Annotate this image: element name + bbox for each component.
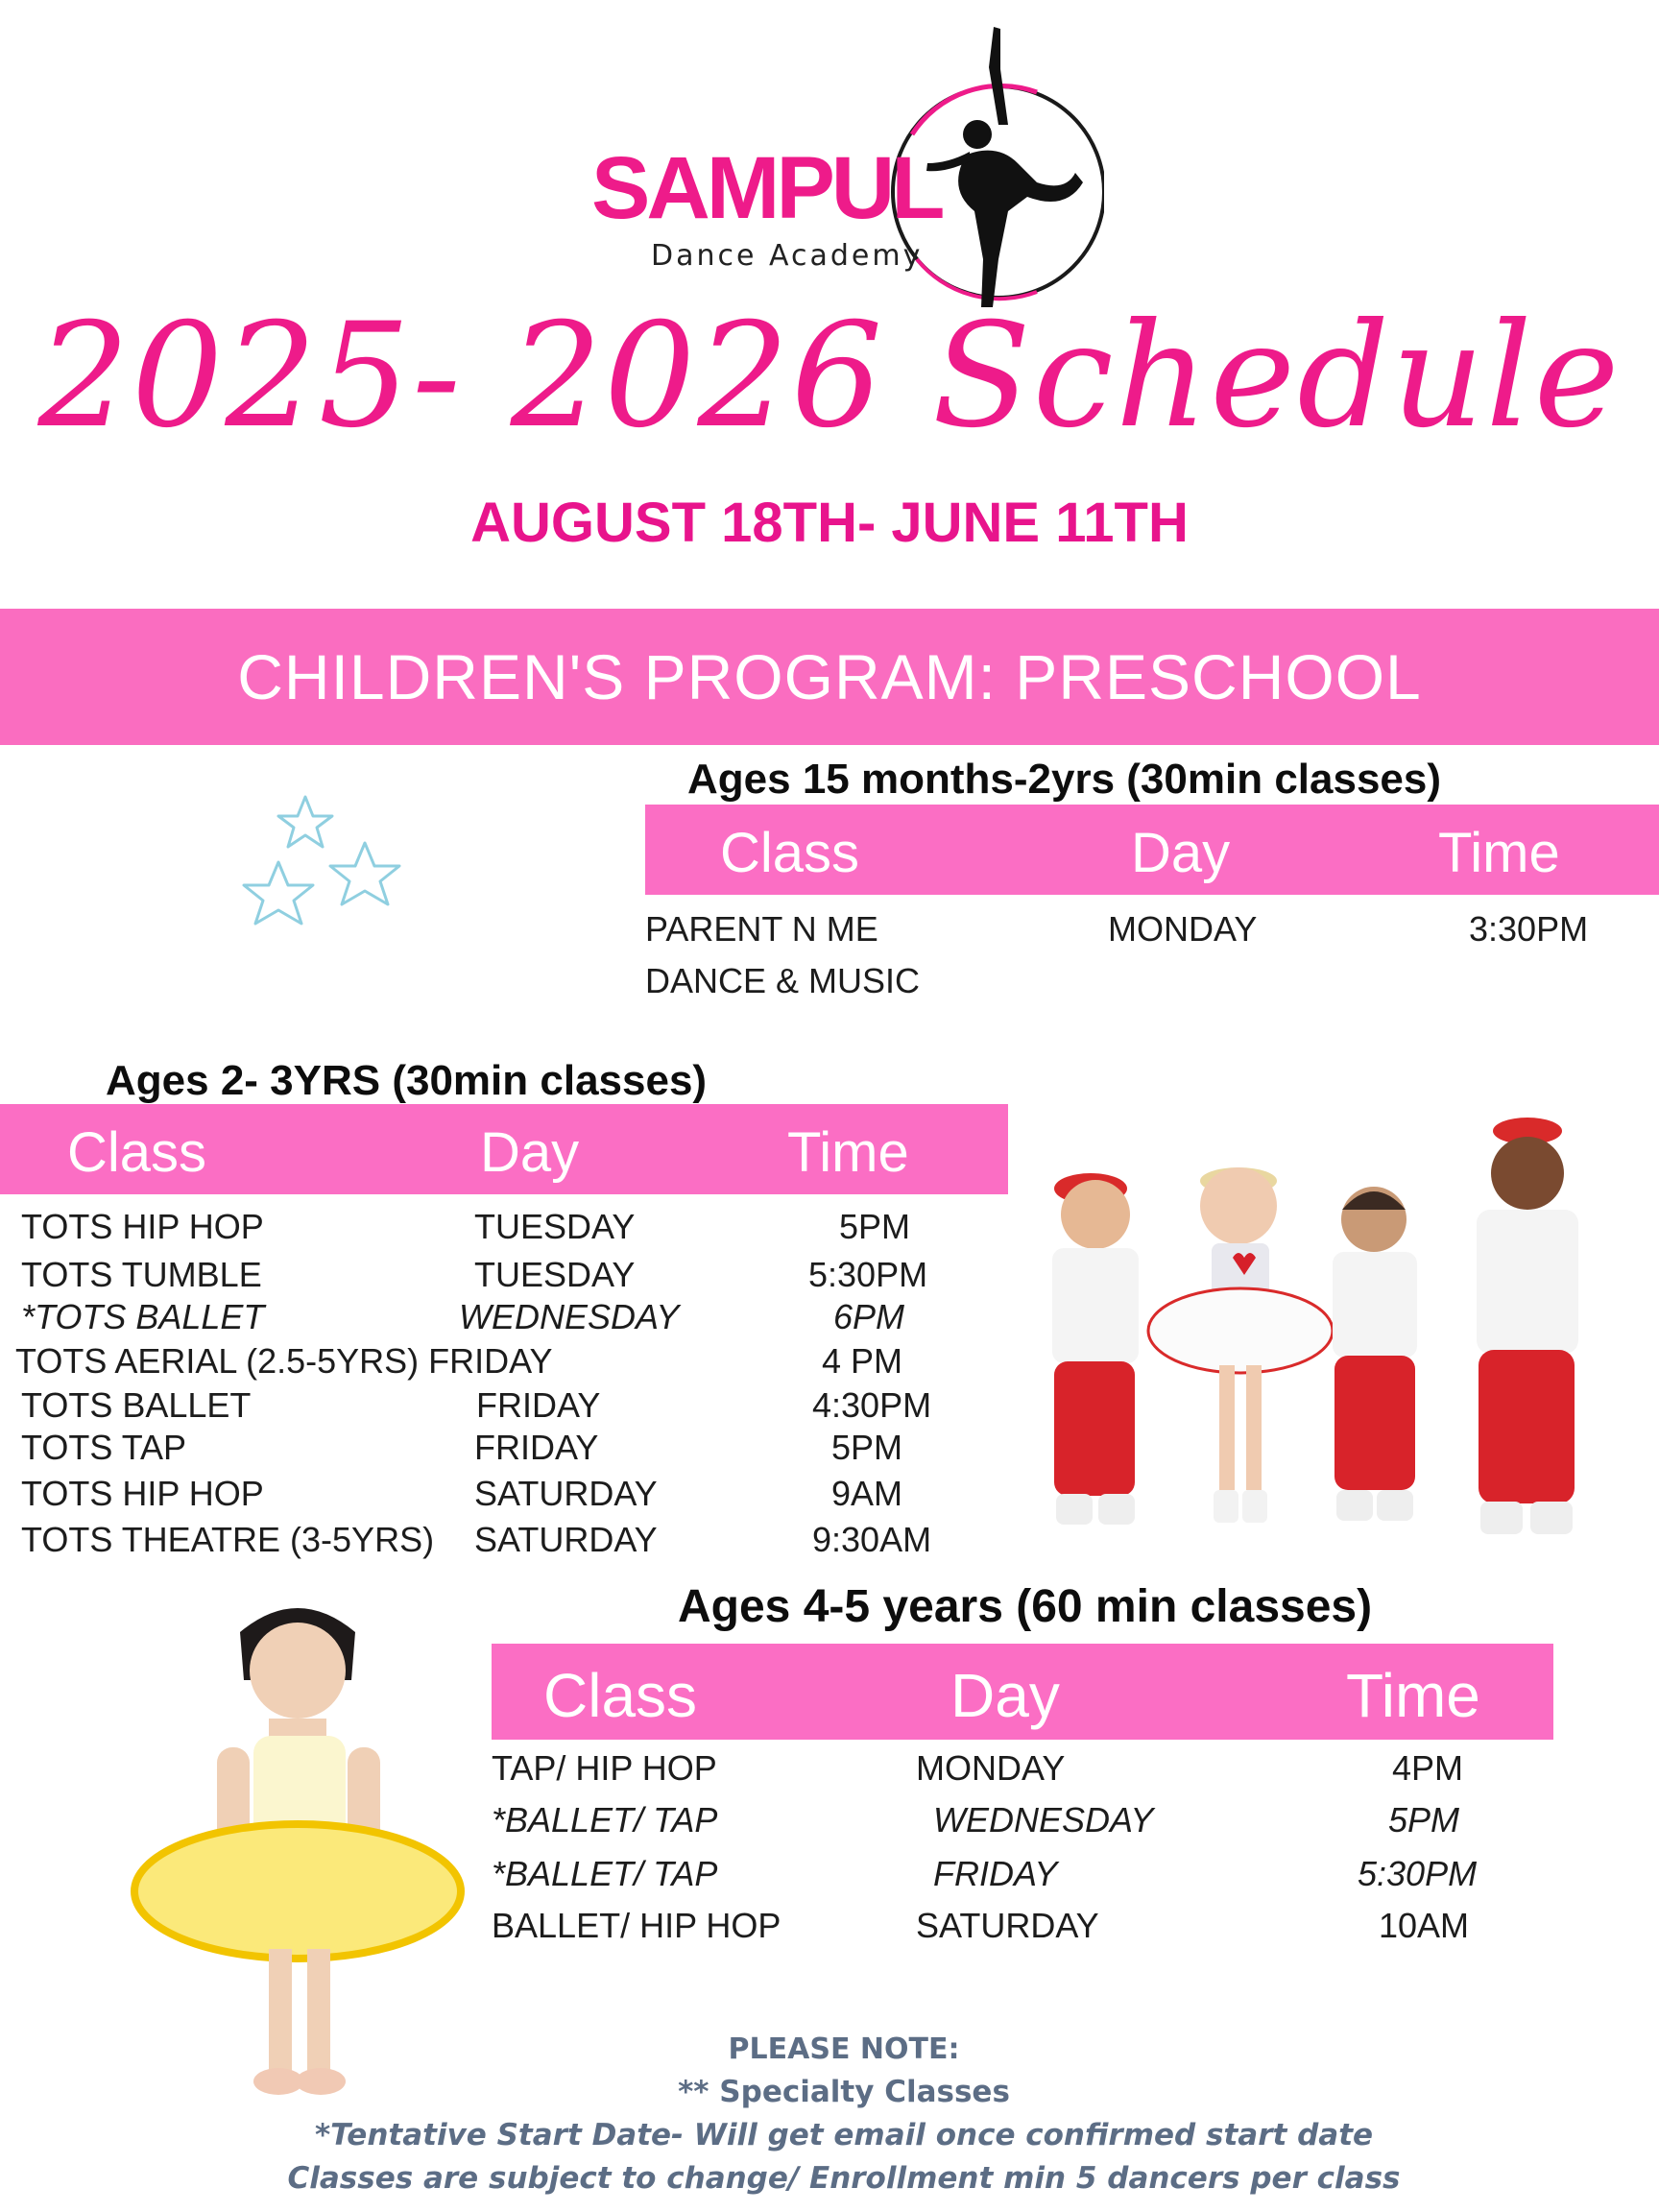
row-day: WEDNESDAY: [459, 1297, 680, 1336]
col-day: Day: [480, 1121, 580, 1184]
row-day: FRIDAY: [474, 1428, 599, 1467]
row-time: 5PM: [839, 1207, 911, 1246]
row-class: *BALLET/ TAP: [492, 1854, 718, 1893]
section-heading-4-5yrs: Ages 4-5 years (60 min classes): [678, 1581, 1373, 1632]
row-time: 5:30PM: [808, 1255, 928, 1294]
col-time: Time: [1438, 822, 1560, 884]
table-header-15months: [645, 805, 1659, 895]
row-day: TUESDAY: [474, 1255, 636, 1294]
row-time: 9:30AM: [812, 1520, 932, 1559]
row-class: TOTS TAP: [21, 1428, 187, 1467]
logo-brand: SAMPUL: [591, 139, 942, 237]
note-tentative: *Tentative Start Date- Will get email once confirmed start date: [314, 2118, 1374, 2152]
program-banner: [0, 609, 1659, 745]
row-day: SATURDAY: [474, 1474, 658, 1513]
row-time: 6PM: [833, 1297, 905, 1336]
row-class: TOTS TUMBLE: [21, 1255, 262, 1294]
ballerina-photo: [125, 1575, 470, 2112]
kids-photo: [1023, 1114, 1599, 1565]
row-day: TUESDAY: [474, 1207, 636, 1246]
row-time: 4PM: [1392, 1748, 1464, 1788]
row-time: 4:30PM: [812, 1385, 932, 1425]
row-day: SATURDAY: [474, 1520, 658, 1559]
row-time: 10AM: [1379, 1906, 1470, 1945]
row-class: BALLET/ HIP HOP: [492, 1906, 781, 1945]
row-day: MONDAY: [1108, 909, 1258, 949]
row-class: TOTS AERIAL (2.5-5YRS) FRIDAY: [15, 1341, 553, 1381]
logo: [586, 19, 1104, 326]
col-time: Time: [1346, 1661, 1480, 1730]
date-range: AUGUST 18TH- JUNE 11TH: [470, 492, 1189, 554]
note-specialty: ** Specialty Classes: [678, 2075, 1010, 2109]
row-day: SATURDAY: [916, 1906, 1099, 1945]
col-day: Day: [950, 1661, 1060, 1730]
note-title: PLEASE NOTE:: [728, 2032, 960, 2066]
row-time: 5PM: [1388, 1800, 1460, 1839]
stars-icon: [230, 787, 413, 941]
section-heading-2-3yrs: Ages 2- 3YRS (30min classes): [106, 1057, 708, 1104]
row-class: TOTS BALLET: [21, 1385, 252, 1425]
table-header-2-3yrs: [0, 1104, 1008, 1194]
row-class: *TOTS BALLET: [21, 1297, 265, 1336]
program-banner-label: CHILDREN'S PROGRAM: PRESCHOOL: [237, 641, 1422, 712]
note-subject-to-change: Classes are subject to change/ Enrollment min 5 dancers per class: [287, 2161, 1401, 2196]
row-class: TOTS HIP HOP: [21, 1207, 264, 1246]
row-time: 4 PM: [822, 1341, 903, 1381]
row-time: 3:30PM: [1469, 909, 1589, 949]
row-time: 9AM: [831, 1474, 903, 1513]
row-class: *BALLET/ TAP: [492, 1800, 718, 1839]
row-day: FRIDAY: [476, 1385, 601, 1425]
row-time: 5:30PM: [1358, 1854, 1478, 1893]
col-day: Day: [1131, 822, 1231, 884]
row-day: MONDAY: [916, 1748, 1066, 1788]
section-heading-15months: Ages 15 months-2yrs (30min classes): [687, 756, 1442, 803]
row-time: 5PM: [831, 1428, 903, 1467]
row-class-line2: DANCE & MUSIC: [645, 961, 921, 1000]
logo-subtitle: Dance Academy: [651, 239, 924, 273]
col-class: Class: [543, 1661, 698, 1730]
note-block: [0, 2032, 1659, 2196]
col-class: Class: [720, 822, 860, 884]
row-class: TOTS THEATRE (3-5YRS): [21, 1520, 435, 1559]
row-class: TOTS HIP HOP: [21, 1474, 264, 1513]
table-header-4-5yrs: [492, 1644, 1553, 1740]
row-class: TAP/ HIP HOP: [492, 1748, 717, 1788]
col-class: Class: [67, 1121, 207, 1184]
page-title: 2025- 2026 Schedule: [37, 293, 1622, 460]
row-day: WEDNESDAY: [933, 1800, 1154, 1839]
row-day: FRIDAY: [933, 1854, 1058, 1893]
col-time: Time: [787, 1121, 909, 1184]
row-class: PARENT N ME: [645, 909, 878, 949]
